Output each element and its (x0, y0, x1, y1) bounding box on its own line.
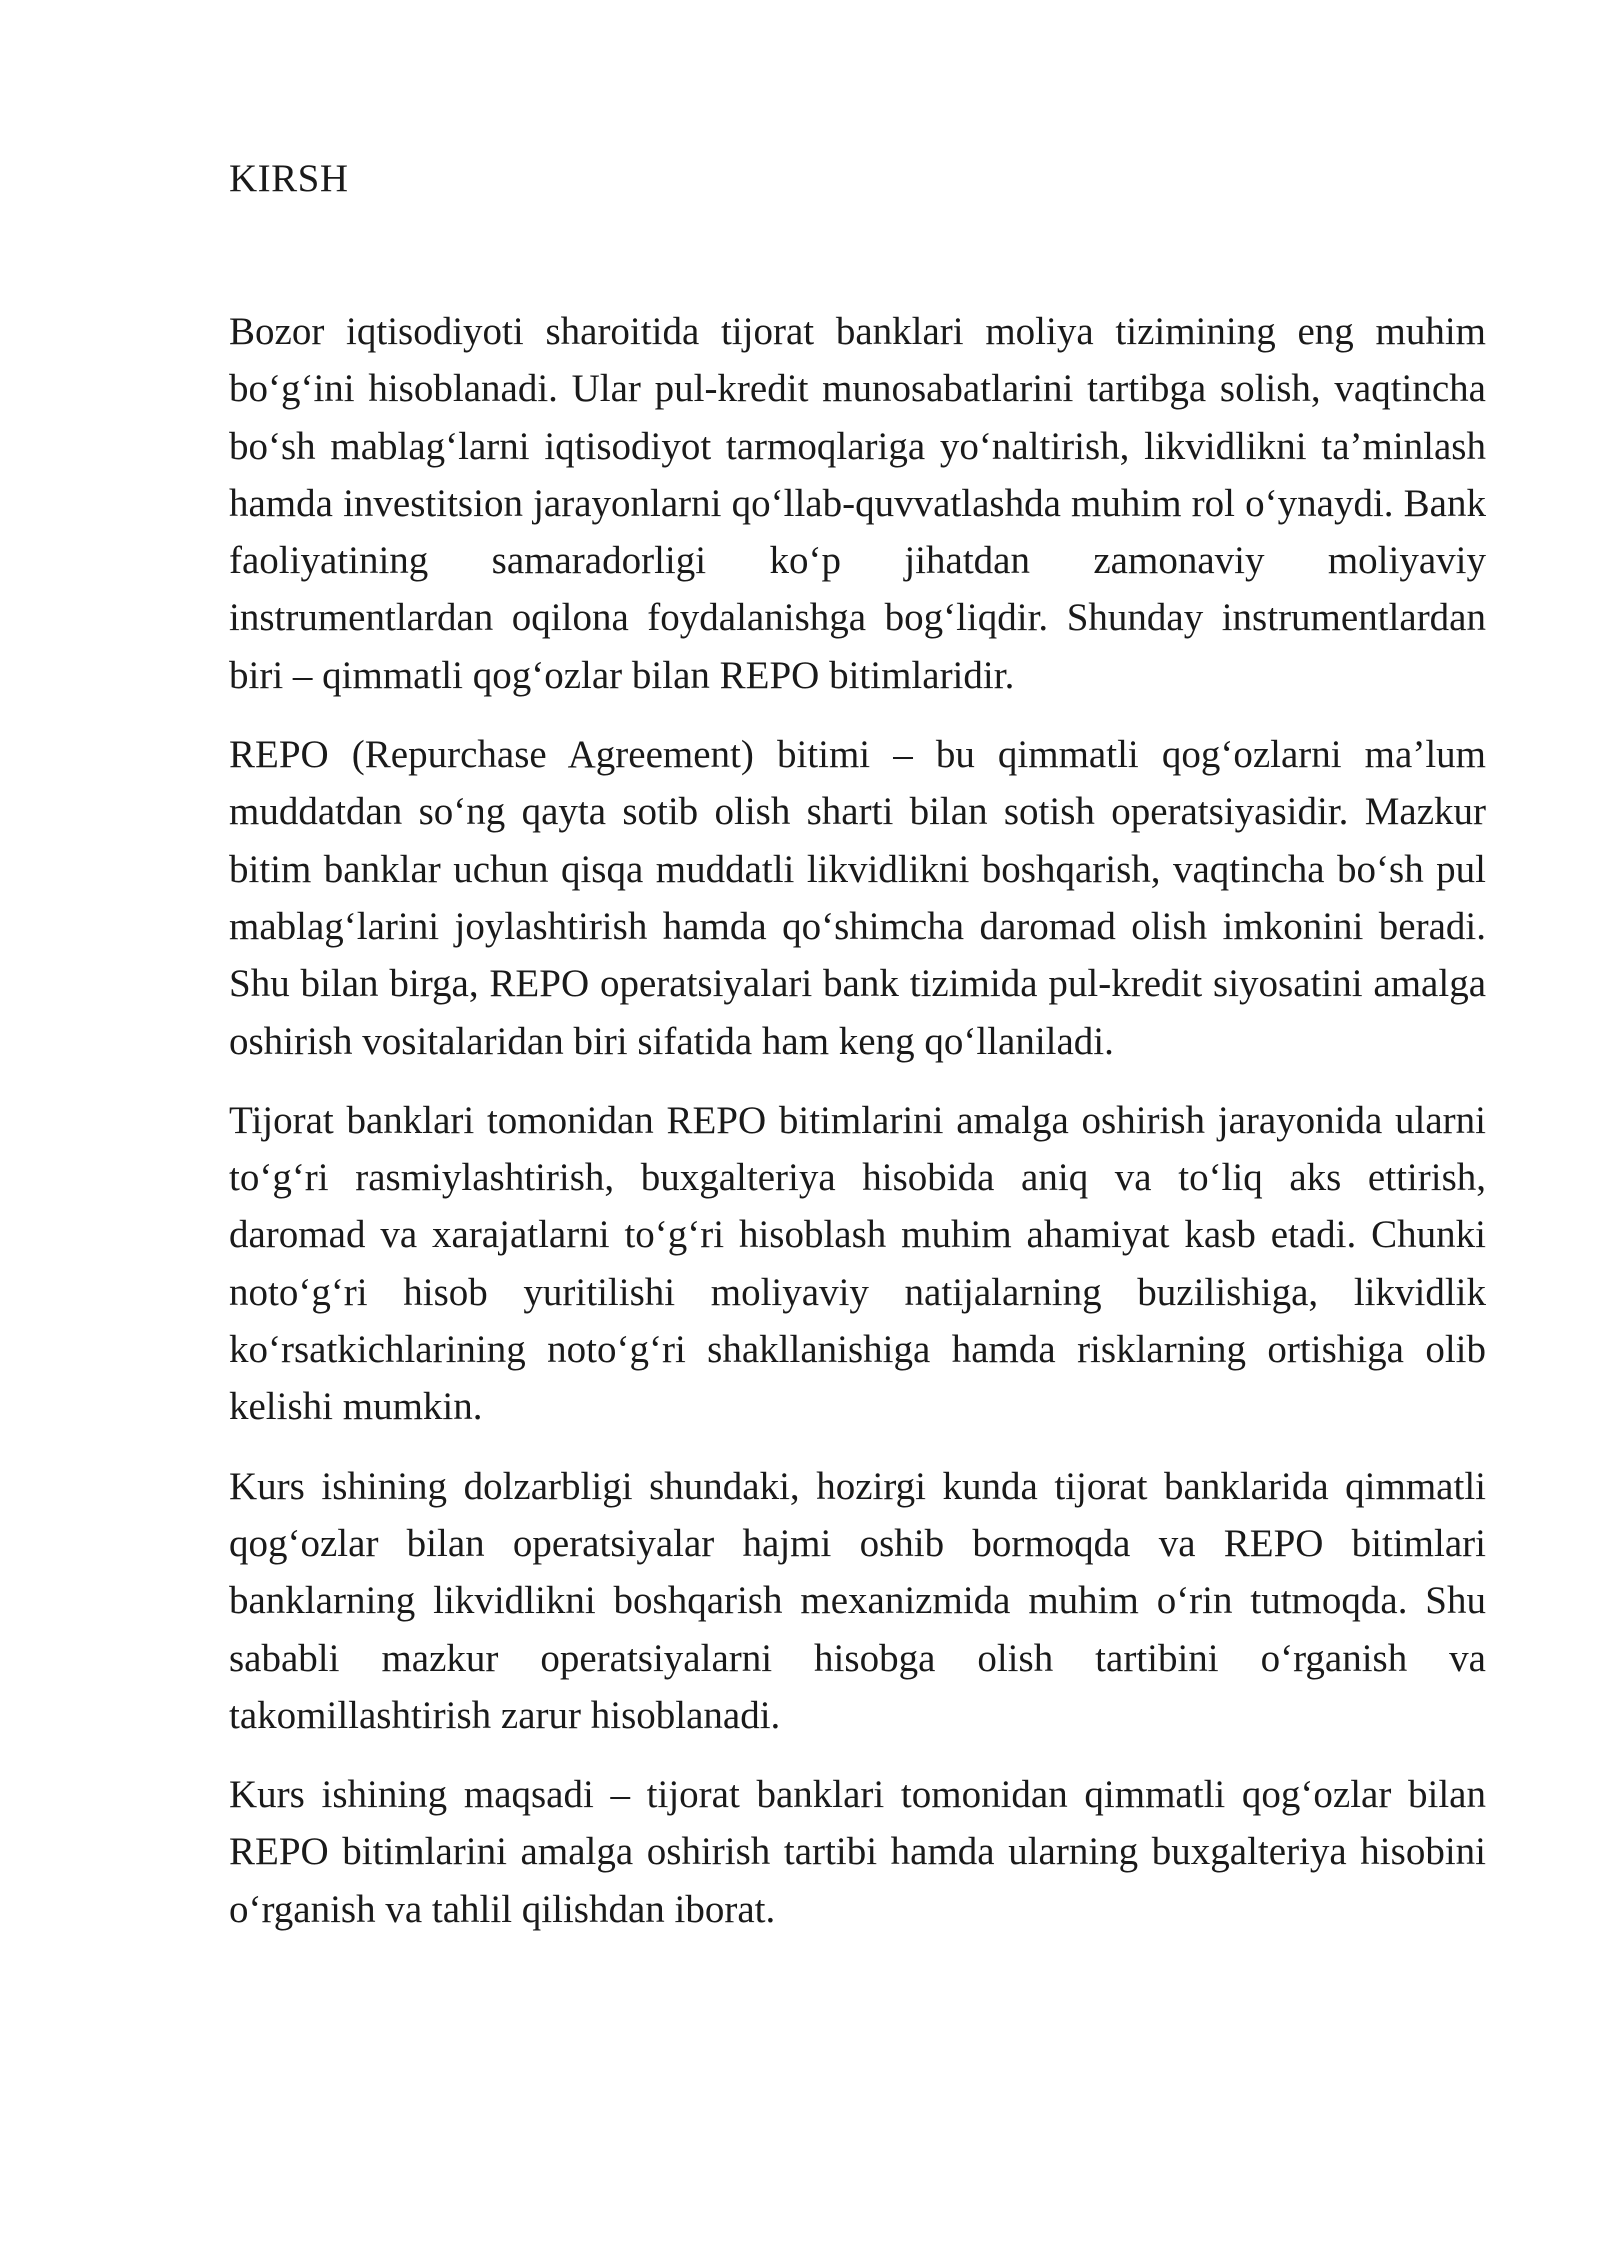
paragraph-repo-definition: REPO (Repurchase Agreement) bitimi – bu qimmatli qog‘ozlarni ma’lum muddatdan so‘ng qayta sotib olish sharti bilan sotish operatsiyasidir. Mazkur bitim banklar uchun qisqa muddatli likvidlikni boshqarish, vaqtincha bo‘sh pul mablag‘larini joylashtirish hamda qo‘shimcha daromad olish imkonini beradi. Shu bilan birga, REPO operatsiyalari bank tizimida pul-kredit siyosatini amalga oshirish vositalaridan biri sifatida ham keng qo‘llaniladi. (229, 733, 1486, 1063)
paragraph-accounting-importance: Tijorat banklari tomonidan REPO bitimlarini amalga oshirish jarayonida ularni to‘g‘ri rasmiylashtirish, buxgalteriya hisobida aniq va to‘liq aks ettirish, daromad va xarajatlarni to‘g‘ri hisoblash muhim ahamiyat kasb etadi. Chunki noto‘g‘ri hisob yuritilishi moliyaviy natijalarning buzilishiga, likvidlik ko‘rsatkichlarining noto‘g‘ri shakllanishiga hamda risklarning ortishiga olib kelishi mumkin. (229, 1098, 1486, 1429)
section-heading: KIRSH (229, 157, 349, 200)
paragraph-goal: Kurs ishining maqsadi – tijorat banklari tomonidan qimmatli qog‘ozlar bilan REPO bitimlarini amalga oshirish tartibi hamda ularning buxgalteriya hisobini o‘rganish va tahlil qilishdan iborat. (229, 1773, 1486, 1931)
paragraph-relevance: Kurs ishining dolzarbligi shundaki, hozirgi kunda tijorat banklarida qimmatli qog‘ozlar bilan operatsiyalar hajmi oshib bormoqda va REPO bitimlari banklarning likvidlikni boshqarish mexanizmida muhim o‘rin tutmoqda. Shu sababli mazkur operatsiyalarni hisobga olish tartibini o‘rganish va takomillashtirish zarur hisoblanadi. (229, 1464, 1486, 1737)
paragraph-intro: Bozor iqtisodiyoti sharoitida tijorat banklari moliya tizimining eng muhim bo‘g‘ini hisoblanadi. Ular pul-kredit munosabatlarini tartibga solish, vaqtincha bo‘sh mablag‘larni iqtisodiyot tarmoqlariga yo‘naltirish, likvidlikni ta’minlash hamda investitsion jarayonlarni qo‘llab-quvvatlashda muhim rol o‘ynaydi. Bank faoliyatining samaradorligi ko‘p jihatdan zamonaviy moliyaviy instrumentlardan oqilona foydalanishga bog‘liqdir. Shunday instrumentlardan biri – qimmatli qog‘ozlar bilan REPO bitimlaridir. (229, 310, 1486, 697)
document-body (229, 150, 1486, 1938)
